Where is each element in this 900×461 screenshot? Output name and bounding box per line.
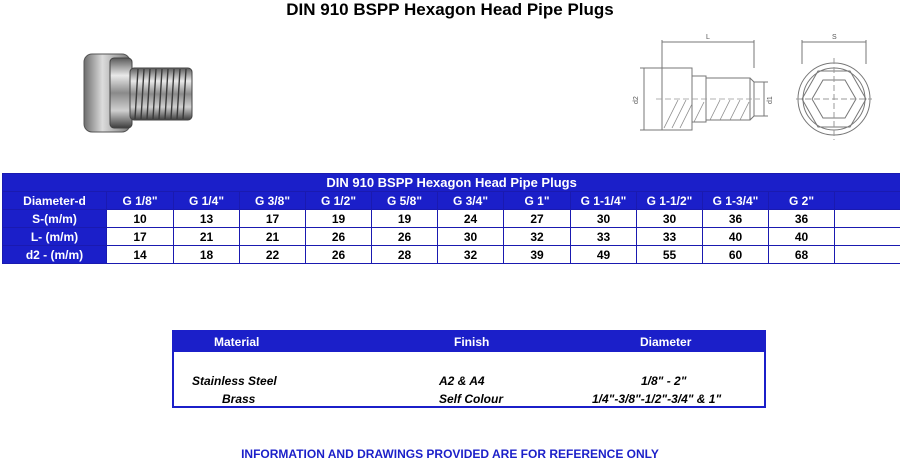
table-row <box>3 246 900 264</box>
table-cell: 24 <box>438 210 504 228</box>
table-cell: 17 <box>240 210 306 228</box>
size-header: G 1-1/2" <box>637 192 703 210</box>
width-label: S <box>832 34 837 41</box>
material-header: Material <box>214 335 260 349</box>
table-cell <box>835 210 900 228</box>
d1-label: d1 <box>767 96 774 104</box>
table-cell: 39 <box>504 246 571 264</box>
table-cell: 17 <box>107 228 174 246</box>
table-cell: 36 <box>703 210 769 228</box>
size-header: G 1/2" <box>306 192 372 210</box>
table-cell: 26 <box>306 246 372 264</box>
table-cell: 19 <box>372 210 438 228</box>
table-cell: 27 <box>504 210 571 228</box>
finish-header: Finish <box>454 335 490 349</box>
table-cell: 32 <box>504 228 571 246</box>
finish-cell: A2 & A4 <box>439 374 485 388</box>
diameter-cell: 1/4"-3/8"-1/2"-3/4" & 1" <box>592 392 722 406</box>
material-row <box>174 392 764 408</box>
row-label: d2 - (m/m) <box>3 246 107 264</box>
length-label: L <box>706 34 710 41</box>
table-cell: 13 <box>174 210 240 228</box>
dimensions-table-title: DIN 910 BSPP Hexagon Head Pipe Plugs <box>3 174 900 192</box>
size-header: G 3/8" <box>240 192 306 210</box>
size-header <box>835 192 900 210</box>
size-header: G 3/4" <box>438 192 504 210</box>
material-table-header <box>174 332 764 352</box>
table-cell <box>835 246 900 264</box>
material-table <box>172 330 766 408</box>
table-cell: 40 <box>769 228 835 246</box>
table-row <box>3 228 900 246</box>
table-cell: 30 <box>571 210 637 228</box>
material-cell: Stainless Steel <box>192 374 277 388</box>
table-cell: 60 <box>703 246 769 264</box>
table-cell: 49 <box>571 246 637 264</box>
table-cell: 33 <box>637 228 703 246</box>
diameter-header-material: Diameter <box>640 335 692 349</box>
table-cell: 14 <box>107 246 174 264</box>
technical-drawing <box>630 28 890 146</box>
diameter-cell: 1/8" - 2" <box>641 374 687 388</box>
table-cell: 21 <box>240 228 306 246</box>
table-cell: 40 <box>703 228 769 246</box>
dimensions-table <box>2 173 900 264</box>
size-header: G 1" <box>504 192 571 210</box>
material-row <box>174 374 764 390</box>
table-cell: 32 <box>438 246 504 264</box>
size-header: G 1-1/4" <box>571 192 637 210</box>
table-cell: 26 <box>306 228 372 246</box>
row-label: L- (m/m) <box>3 228 107 246</box>
finish-cell: Self Colour <box>439 392 504 406</box>
table-cell: 36 <box>769 210 835 228</box>
d2-label: d2 <box>633 96 640 104</box>
diameter-header: Diameter-d <box>3 192 107 210</box>
size-header: G 1/8" <box>107 192 174 210</box>
table-cell <box>835 228 900 246</box>
size-header: G 5/8" <box>372 192 438 210</box>
page-title: DIN 910 BSPP Hexagon Head Pipe Plugs <box>286 0 614 19</box>
table-row <box>3 210 900 228</box>
table-cell: 18 <box>174 246 240 264</box>
size-header: G 1/4" <box>174 192 240 210</box>
table-cell: 26 <box>372 228 438 246</box>
material-cell: Brass <box>222 392 256 406</box>
table-cell: 30 <box>637 210 703 228</box>
table-cell: 19 <box>306 210 372 228</box>
product-photo <box>70 44 200 140</box>
table-cell: 33 <box>571 228 637 246</box>
table-cell: 55 <box>637 246 703 264</box>
size-header: G 2" <box>769 192 835 210</box>
table-cell: 30 <box>438 228 504 246</box>
disclaimer-footer: INFORMATION AND DRAWINGS PROVIDED ARE FOR REFERENCE ONLY <box>241 447 659 461</box>
table-cell: 10 <box>107 210 174 228</box>
table-cell: 22 <box>240 246 306 264</box>
table-cell: 21 <box>174 228 240 246</box>
size-header: G 1-3/4" <box>703 192 769 210</box>
table-cell: 28 <box>372 246 438 264</box>
row-label: S-(m/m) <box>3 210 107 228</box>
table-cell: 68 <box>769 246 835 264</box>
